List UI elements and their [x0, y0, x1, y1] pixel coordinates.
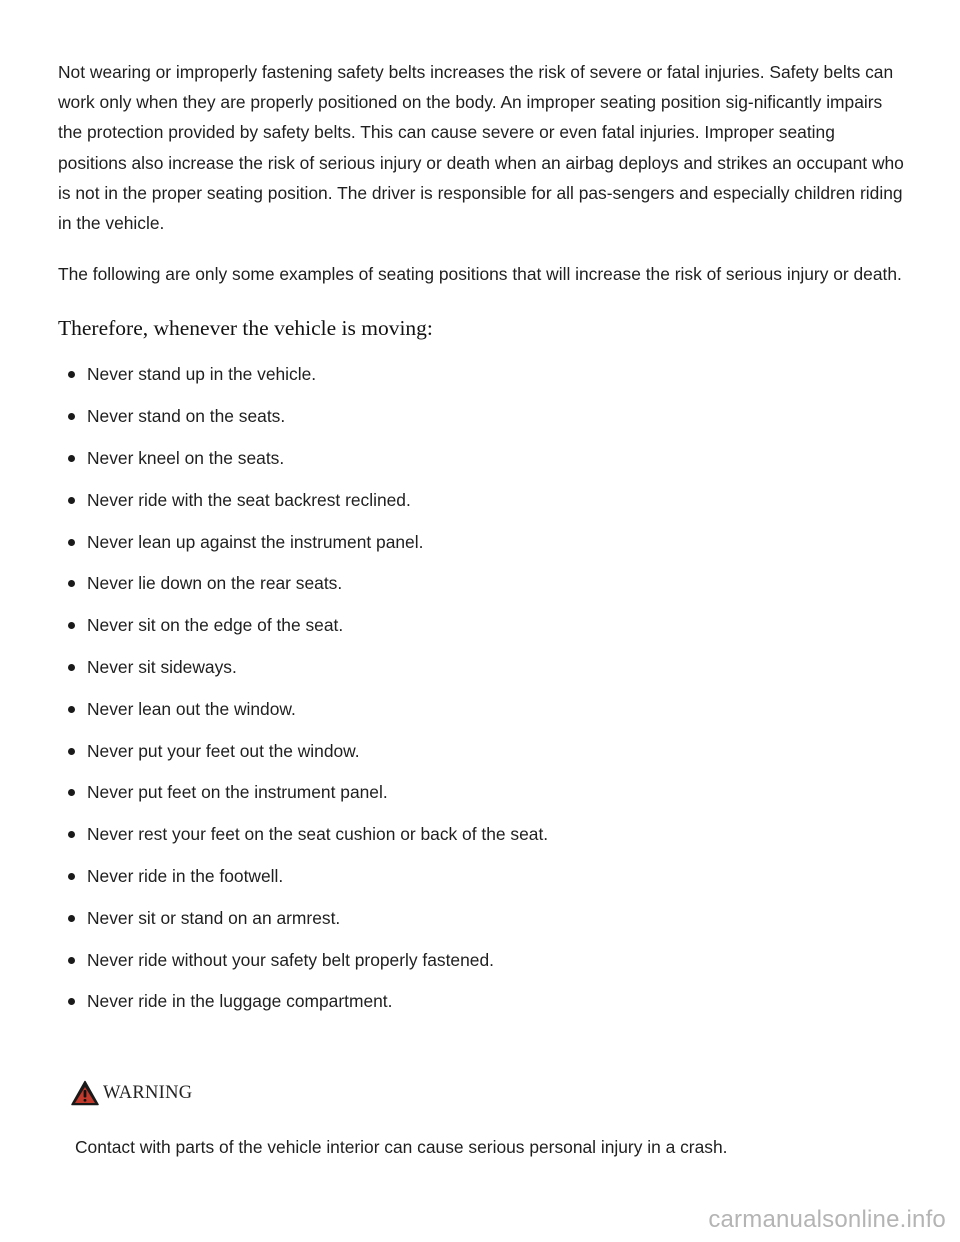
list-item-text: Never lie down on the rear seats. — [87, 573, 343, 594]
bullet-icon — [68, 497, 75, 504]
list-item — [58, 819, 908, 861]
bullet-icon — [68, 748, 75, 755]
list-item-text: Never sit on the edge of the seat. — [87, 615, 344, 636]
list-item-text: Never sit sideways. — [87, 657, 237, 677]
list-item — [58, 359, 908, 401]
bullet-icon — [68, 413, 75, 420]
warning-box — [71, 1078, 891, 1162]
list-item — [58, 861, 908, 903]
list-item — [58, 485, 908, 527]
warning-text: Contact with parts of the vehicle interior can cause serious personal injury in a crash. — [75, 1137, 728, 1157]
list-item — [58, 777, 908, 819]
bullet-icon — [68, 539, 75, 546]
bullet-icon — [68, 455, 75, 462]
list-item — [58, 945, 908, 987]
list-item — [58, 443, 908, 485]
bullet-icon — [68, 957, 75, 964]
watermark: carmanualsonline.info — [708, 1206, 946, 1233]
list-item-text: Never lean up against the instrument panel. — [87, 531, 424, 552]
bullet-icon — [68, 873, 75, 880]
list-item — [58, 401, 908, 443]
examples-paragraph: The following are only some examples of seating positions that will increase the risk of serious injury or death. — [58, 264, 902, 285]
list-item-text: Never ride in the luggage compartment. — [87, 991, 393, 1012]
list-item — [58, 986, 908, 1028]
warning-triangle-icon — [71, 1080, 99, 1106]
list-item — [58, 610, 908, 652]
list-item — [58, 527, 908, 569]
list-item — [58, 736, 908, 778]
list-item — [58, 568, 908, 610]
seating-rules-list — [58, 359, 908, 1028]
list-item-text: Never sit or stand on an armrest. — [87, 907, 341, 928]
bullet-icon — [68, 622, 75, 629]
bullet-icon — [68, 580, 75, 587]
bullet-icon — [68, 706, 75, 713]
list-item-text: Never kneel on the seats. — [87, 448, 285, 469]
bullet-icon — [68, 831, 75, 838]
list-item-text: Never ride in the footwell. — [87, 865, 284, 886]
list-item-text: Never put feet on the instrument panel. — [87, 782, 388, 803]
list-item-text: Never ride without your safety belt properly fastened. — [87, 949, 494, 970]
list-item — [58, 694, 908, 736]
list-item-text: Never put your feet out the window. — [87, 740, 360, 761]
bullet-icon — [68, 789, 75, 796]
list-item-text: Never stand on the seats. — [87, 406, 286, 427]
list-item-text: Never stand up in the vehicle. — [87, 364, 317, 385]
section-heading: Therefore, whenever the vehicle is moving: — [58, 316, 433, 341]
bullet-icon — [68, 915, 75, 922]
list-item-text: Never lean out the window. — [87, 698, 296, 719]
warning-title: WARNING — [103, 1082, 193, 1103]
list-item-text: Never ride with the seat backrest reclined. — [87, 489, 411, 510]
bullet-icon — [68, 664, 75, 671]
list-item — [58, 903, 908, 945]
document-body — [58, 57, 908, 1028]
bullet-icon — [68, 998, 75, 1005]
intro-paragraph: Not wearing or improperly fastening safety belts increases the risk of severe or fatal injuries. Safety belts can work only when they are properly positioned on the body. An improper seating position sig-nificantly impairs the protection provided by safety belts. This can cause severe or even fatal injuries. Improper seating positions also increase the risk of serious injury or death when an airbag deploys and strikes an occupant who is not in the proper seating position. The driver is responsible for all pas-sengers and especially children riding in the vehicle. — [58, 62, 904, 234]
bullet-icon — [68, 371, 75, 378]
list-item-text: Never rest your feet on the seat cushion or back of the seat. — [87, 824, 549, 845]
list-item — [58, 652, 908, 694]
warning-header — [71, 1078, 891, 1108]
